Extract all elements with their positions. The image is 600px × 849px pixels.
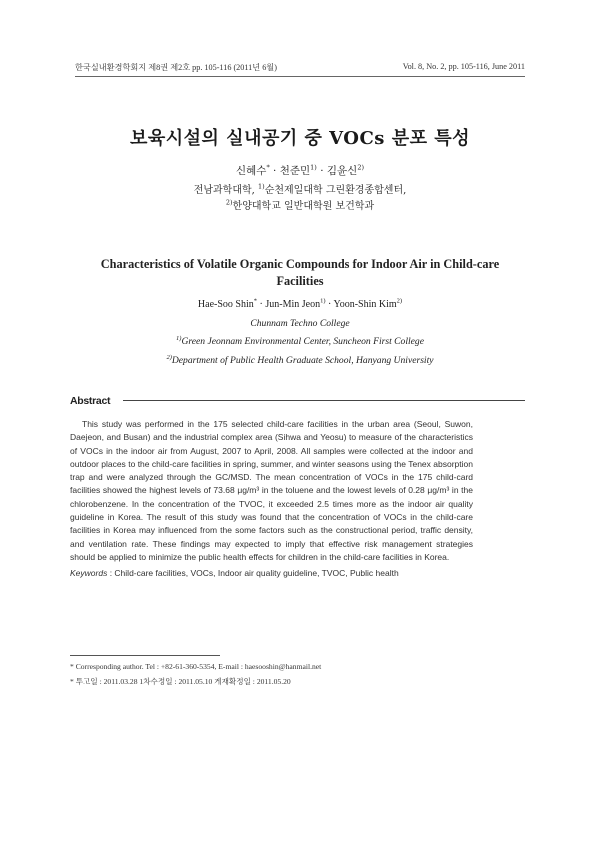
english-author-2-mark: 1) (320, 297, 326, 305)
korean-affiliation-1-main: 전남과학대학, (193, 185, 259, 196)
author-separator: · (273, 165, 277, 177)
english-author-1: Hae-Soo Shin (197, 299, 254, 310)
korean-title: 보육시설의 실내공기 중 VOCs 분포 특성 (129, 128, 471, 149)
abstract-rule (123, 400, 525, 401)
korean-affiliation-1 (0, 181, 600, 196)
english-author-3: Yoon-Shin Kim (333, 299, 397, 310)
english-affiliation-2-text: Green Jeonnam Environmental Center, Suncheon First College (181, 336, 424, 347)
running-head-right: Vol. 8, No. 2, pp. 105-116, June 2011 (402, 62, 525, 71)
english-author-3-mark: 2) (396, 297, 403, 305)
english-affiliation-2-mark: 1) (176, 334, 182, 342)
running-head-left: 한국실내환경학회지 제8권 제2호 pp. 105-116 (2011년 6월) (75, 63, 277, 72)
footnote-submission-dates: * 투고일 : 2011.03.28 1차수정일 : 2011.05.10 게재확정일 : 2011.05.20 (70, 677, 291, 686)
korean-affiliation-2-text: 한양대학교 일반대학원 보건학과 (232, 201, 375, 212)
keywords-text: Child-care facilities, VOCs, Indoor air quality guideline, TVOC, Public health (114, 568, 399, 578)
abstract-text: This study was performed in the 175 selected child-care facilities in the urban area (Seoul, Suwon, Daejeon, and Busan) and the industrial complex area (Sihwa and Yeosu) to measure of the characteristics of VOCs in the indoor air from August, 2007 to April, 2008. All samples were collected at the indoor and outdoor places to the child-care facilities in spring, summer, and winter seasons using the Tenex absorption trap and were analyzed through the GC/MSD. The mean concentration of VOCs in the 175 child-card facilities showed the highest levels of 73.68 μg/m³ in the toluene and the lowest levels of 0.28 μg/m³ in the chlorobenzene. In the concentration of the TVOC, it exceeded 2.5 times more as the indoor air quality guideline in Korea. The result of this study was found that the concentration of VOCs in the child-care facilities in Korea may influenced from the some factors such as the constructional period, traffic density, and ventilation rate. These findings may expected to imply that effective risk management strategies should be applied to minimize the public health effects for children in the child-care facilities in Korea. (70, 419, 473, 562)
korean-author-1-mark: * (266, 163, 270, 172)
korean-author-3: 김윤신 (326, 165, 358, 177)
english-author-1-mark: * (253, 297, 257, 305)
korean-affiliation-2-mark: 2) (225, 198, 233, 207)
korean-authors (0, 163, 600, 178)
korean-author-2: 천준민 (279, 165, 311, 177)
keywords-separator: : (107, 568, 115, 578)
abstract-heading: Abstract (70, 395, 111, 407)
author-separator: · (328, 299, 332, 310)
english-title: Characteristics of Volatile Organic Compounds for Indoor Air in Child-care Facilities (100, 257, 500, 288)
korean-author-3-mark: 2) (357, 163, 364, 172)
english-author-2: Jun-Min Jeon (265, 299, 321, 310)
keywords (70, 568, 399, 578)
korean-author-2-mark: 1) (310, 163, 317, 172)
english-affiliation-3-mark: 2) (166, 353, 172, 361)
korean-affiliation-1-rest: 순천제일대학 그린환경종합센터, (264, 185, 407, 196)
english-authors (0, 299, 600, 310)
korean-affiliation-2 (0, 197, 600, 212)
keywords-label: Keywords (70, 568, 108, 578)
korean-affiliation-1-mark: 1) (258, 182, 265, 191)
english-affiliation-1-text: Chunnam Techno College (250, 318, 350, 329)
author-separator: · (320, 165, 324, 177)
english-affiliation-3 (0, 355, 600, 366)
running-head (75, 62, 525, 76)
english-affiliation-1 (0, 318, 600, 329)
footnote-rule (70, 655, 220, 656)
korean-author-1: 신혜수 (236, 165, 267, 177)
footnote-corresponding-author: * Corresponding author. Tel : +82-61-360-5354, E-mail : haesooshin@hanmail.net (70, 662, 322, 671)
author-separator: · (259, 299, 263, 310)
english-affiliation-3-text: Department of Public Health Graduate School, Hanyang University (171, 355, 434, 366)
running-head-rule (75, 76, 525, 77)
english-affiliation-2 (0, 336, 600, 347)
